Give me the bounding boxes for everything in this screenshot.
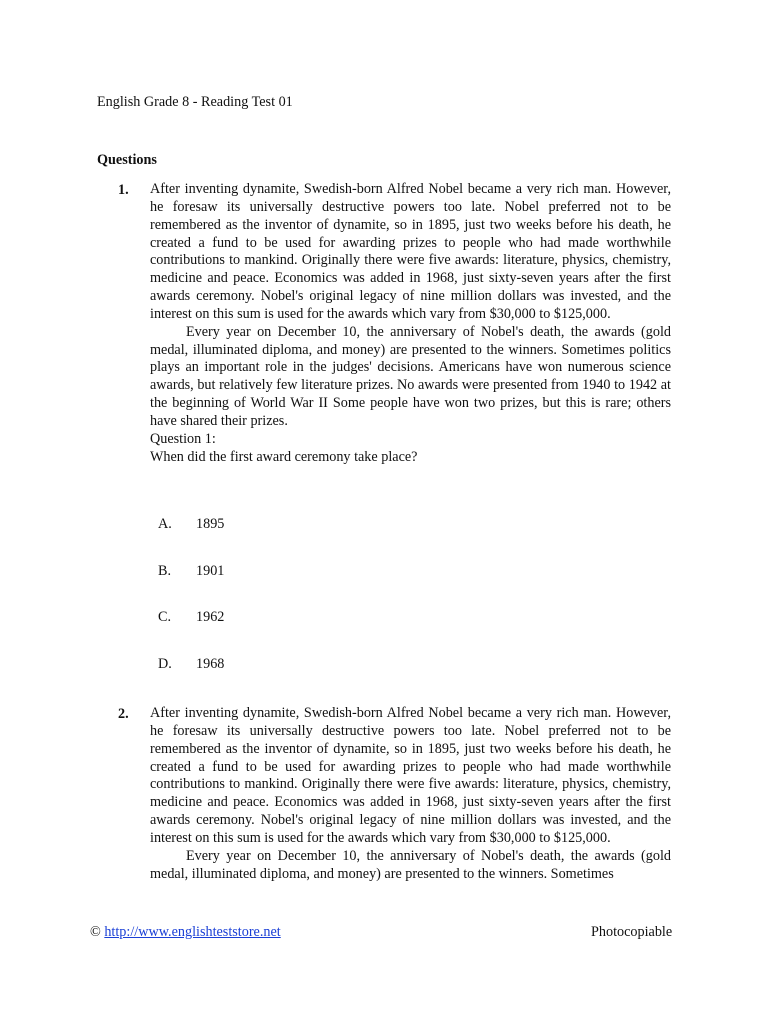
copyright-symbol: © [90, 924, 101, 940]
footer-photocopiable: Photocopiable [591, 924, 673, 940]
option-text: 1895 [196, 516, 225, 532]
question-label: Question 1: [150, 430, 216, 447]
answer-option-b[interactable] [158, 562, 224, 580]
question-number: 2. [118, 706, 129, 722]
question-2-body [150, 705, 671, 883]
passage-paragraph: After inventing dynamite, Swedish-born Alfred Nobel became a very rich man. However, he foresaw its universally destructive powers too late. Nobel preferred not to be remembered as the inventor of dynamite, so in 1895, just two weeks before his death, he created a fund to be used for awarding prizes to people who had made worthwhile contributions to mankind. Originally there were five awards: literature, physics, chemistry, medicine and peace. Economics was added in 1968, just sixty-seven years after the first awards ceremony. Nobel's original legacy of nine million dollars was invested, and the interest on this sum is used for the awards which vary from $30,000 to $125,000. [150, 705, 671, 846]
option-text: 1968 [196, 656, 225, 672]
option-letter: B. [158, 563, 172, 579]
question-1-body [150, 181, 671, 467]
option-letter: D. [158, 656, 172, 672]
website-link[interactable]: http://www.englishteststore.net [104, 924, 281, 940]
page-header-title: English Grade 8 - Reading Test 01 [97, 94, 293, 110]
option-text: 1901 [196, 563, 225, 579]
answer-option-a[interactable] [158, 515, 224, 533]
option-letter: C. [158, 609, 172, 625]
passage-paragraph: After inventing dynamite, Swedish-born Alfred Nobel became a very rich man. However, he foresaw its universally destructive powers too late. Nobel preferred not to be remembered as the inventor of dynamite, so in 1895, just two weeks before his death, he created a fund to be used for awarding prizes to people who had made worthwhile contributions to mankind. Originally there were five awards: literature, physics, chemistry, medicine and peace. Economics was added in 1968, just sixty-seven years after the first awards ceremony. Nobel's original legacy of nine million dollars was invested, and the interest on this sum is used for the awards which vary from $30,000 to $125,000. [150, 181, 671, 322]
section-title: Questions [97, 152, 157, 168]
option-letter: A. [158, 516, 172, 532]
footer-copyright [90, 923, 281, 941]
question-number: 1. [118, 182, 129, 198]
answer-option-d[interactable] [158, 655, 224, 673]
option-text: 1962 [196, 609, 225, 625]
answer-option-c[interactable] [158, 608, 224, 626]
passage-paragraph: Every year on December 10, the anniversary of Nobel's death, the awards (gold medal, illuminated diploma, and money) are presented to the winners. Sometimes [150, 847, 671, 882]
passage-paragraph: Every year on December 10, the anniversary of Nobel's death, the awards (gold medal, illuminated diploma, and money) are presented to the winners. Sometimes politics plays an important role in the judges' decisions. Americans have won numerous science awards, but relatively few literature prizes. No awards were presented from 1940 to 1942 at the beginning of World War II Some people have won two prizes, but this is rare; others have shared their prizes. [150, 323, 671, 429]
question-prompt: When did the first award ceremony take place? [150, 448, 418, 465]
